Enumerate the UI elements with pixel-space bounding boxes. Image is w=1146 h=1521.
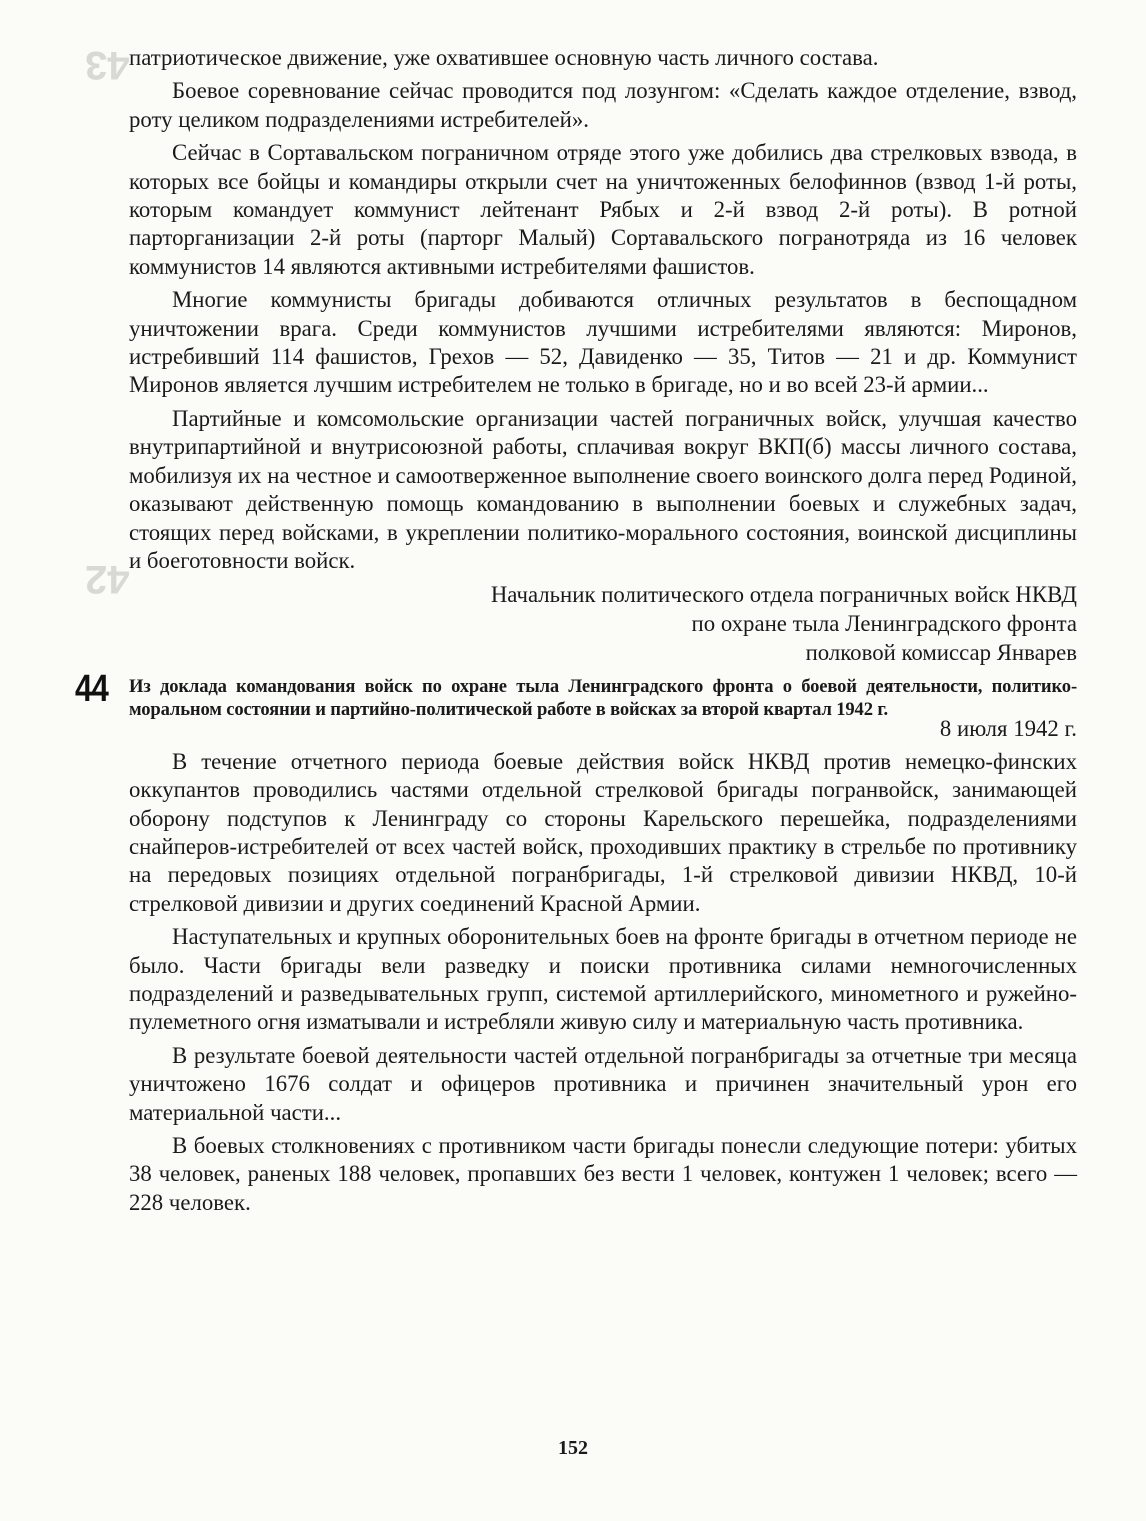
page-number: 152 [558, 1437, 588, 1459]
document-title: Из доклада командования войск по охране тыла Ленинградского фронта о боевой деятельности, политико-моральном состоянии и партийно-политической работе в войсках за второй квартал 1942 г. [129, 676, 1077, 720]
document-number: 44 [75, 668, 109, 711]
signature-block [129, 580, 1077, 667]
report-body [129, 748, 1077, 1218]
signature-line: по охране тыла Ленинградского фронта [691, 611, 1077, 637]
paragraph: Многие коммунисты бригады добиваются отличных результатов в беспощадном уничтожении врага. Среди коммунистов лучшими истребителями являются: Миронов, истребивший 114 фашистов, Грехов — 52, Давиденко — 35, Титов — 21 и др. Коммунист Миронов является лучшим истребителем не только в бригаде, но и во всей 23-й армии... [129, 287, 1077, 398]
bleed-through-page-number: 43 [85, 43, 130, 87]
signature-line: полковой комиссар Январев [805, 640, 1077, 666]
paragraph: Партийные и комсомольские организации частей пограничных войск, улучшая качество внутрипартийной и внутрисоюзной работы, сплачивая вокруг ВКП(б) массы личного состава, мобилизуя их на честное и самоотверженное выполнение своего воинского долга перед Родиной, оказывают действенную помощь командованию в выполнении боевых и служебных задач, стоящих перед войсками, в укреплении политико-морального состояния, воинской дисциплины и боеготовности войск. [129, 405, 1077, 573]
bleed-through-page-number: 42 [85, 557, 130, 601]
paragraph: В боевых столкновениях с противником части бригады понесли следующие потери: убитых 38 человек, раненых 188 человек, пропавших без вести 1 человек, контужен 1 человек; всего — 228 человек. [129, 1133, 1077, 1215]
paragraph: патриотическое движение, уже охватившее основную часть личного состава. [129, 45, 879, 70]
document-date: 8 июля 1942 г. [939, 716, 1077, 742]
signature-line: Начальник политического отдела пограничных войск НКВД [490, 582, 1077, 608]
document-heading [75, 668, 1077, 721]
paragraph: Боевое соревнование сейчас проводится под лозунгом: «Сделать каждое отделение, взвод, роту целиком подразделениями истребителей». [129, 78, 1077, 132]
paragraph: В результате боевой деятельности частей отдельной погранбригады за отчетные три месяца уничтожено 1676 солдат и офицеров противника и причинен значительный урон его материальной части... [129, 1042, 1077, 1125]
paragraph: Сейчас в Сортавальском пограничном отряде этого уже добились два стрелковых взвода, в которых все бойцы и командиры открыли счет на уничтоженных белофиннов (взвод 1-й роты, которым командует коммунист лейтенант Рябых и 2-й взвод 2-й роты). В ротной парторганизации 2-й роты (парторг Малый) Сортавальского погранотряда из 16 человек коммунистов 14 являются активными истребителями фашистов. [129, 140, 1077, 279]
paragraph: В течение отчетного периода боевые действия войск НКВД против немецко-финских оккупантов проводились частями отдельной стрелковой бригады погранвойск, занимающей оборону подступов к Ленинграду со стороны Карельского перешейка, подразделениями снайперов-истребителей от всех частей войск, проходивших практику в стрельбе по противнику на передовых позициях отдельной погранбригады, 1-й стрелковой дивизии НКВД, 10-й стрелковой дивизии и других соединений Красной Армии. [129, 748, 1077, 916]
paragraph: Наступательных и крупных оборонительных боев на фронте бригады в отчетном периоде не было. Части бригады вели разведку и поиски противника силами немногочисленных подразделений и разведывательных групп, системой артиллерийского, минометного и ружейно-пулеметного огня изматывали и истребляли живую силу и материальную часть противника. [129, 924, 1077, 1035]
